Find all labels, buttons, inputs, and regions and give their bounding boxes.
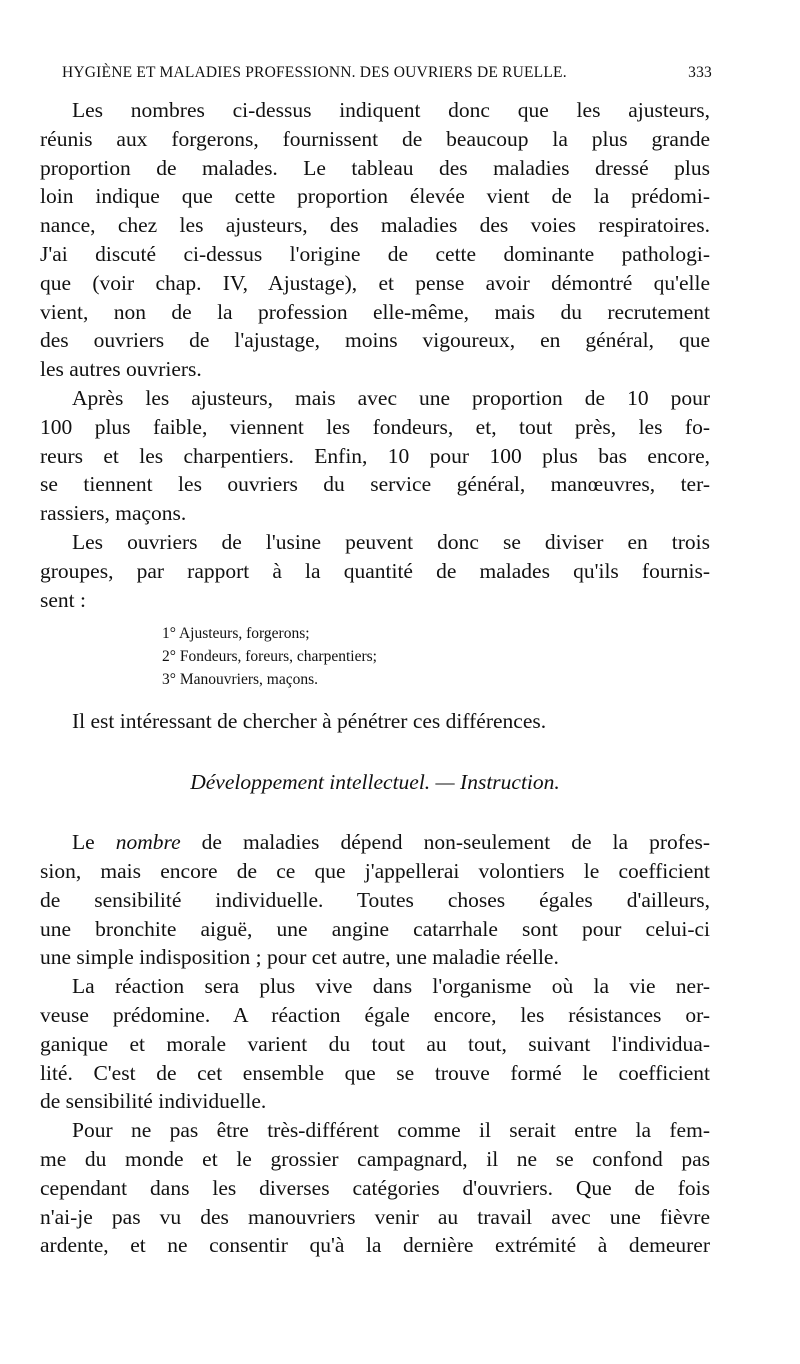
text-line: ardente, et ne consentir qu'à la dernière extrémité à demeurer <box>40 1233 710 1258</box>
text-line: loin indique que cette proportion élevée vient de la prédomi- <box>40 184 710 209</box>
text-line: ganique et morale varient du tout au tout, suivant l'individua- <box>40 1031 710 1056</box>
text-line: groupes, par rapport à la quantité de malades qu'ils fournis- <box>40 558 710 583</box>
text-line: réunis aux forgerons, fournissent de beaucoup la plus grande <box>40 126 710 151</box>
paragraph <box>40 828 710 972</box>
text-line: J'ai discuté ci-dessus l'origine de cette dominante pathologi- <box>40 241 710 266</box>
text-line: n'ai-je pas vu des manouvriers venir au travail avec une fièvre <box>40 1204 710 1229</box>
page-body <box>40 96 710 1260</box>
paragraph <box>40 972 710 1116</box>
text-line: sent : <box>40 587 86 612</box>
running-header <box>50 64 710 88</box>
emphasized-word: nombre <box>115 830 181 855</box>
worker-groups-list <box>40 622 710 691</box>
text-line: sion, mais encore de ce que j'appellerai volontiers le coefficient <box>40 858 710 883</box>
text-line: Pour ne pas être très-différent comme il serait entre la fem- <box>72 1118 710 1143</box>
text-line: Les ouvriers de l'usine peuvent donc se diviser en trois <box>72 529 710 554</box>
text-line: se tiennent les ouvriers du service général, manœuvres, ter- <box>40 472 710 497</box>
paragraph <box>40 528 710 614</box>
running-title: HYGIÈNE ET MALADIES PROFESSIONN. DES OUVRIERS DE RUELLE. <box>62 64 567 81</box>
text-line: cependant dans les diverses catégories d'ouvriers. Que de fois <box>40 1175 710 1200</box>
list-item: 1° Ajusteurs, forgerons; <box>162 625 310 643</box>
text-line: que (voir chap. IV, Ajustage), et pense avoir démontré qu'elle <box>40 270 710 295</box>
list-item: 3° Manouvriers, maçons. <box>162 671 318 689</box>
text-line: me du monde et le grossier campagnard, il ne se confond pas <box>40 1146 710 1171</box>
text-line: les autres ouvriers. <box>40 357 202 382</box>
text-line: reurs et les charpentiers. Enfin, 10 pour 100 plus bas encore, <box>40 443 710 468</box>
text-line: Il est intéressant de chercher à pénétrer ces différences. <box>72 709 547 734</box>
text-line: de sensibilité individuelle. <box>40 1089 267 1114</box>
text-line: proportion de malades. Le tableau des maladies dressé plus <box>40 155 710 180</box>
text-fragment: Le <box>72 830 95 855</box>
text-fragment: de maladies dépend non-seulement de la profes- <box>201 830 710 855</box>
text-line: La réaction sera plus vive dans l'organisme où la vie ner- <box>72 974 710 999</box>
text-line: des ouvriers de l'ajustage, moins vigoureux, en général, que <box>40 328 710 353</box>
paragraph <box>40 384 710 528</box>
text-line: Après les ajusteurs, mais avec une proportion de 10 pour <box>72 385 710 410</box>
text-line: Les nombres ci-dessus indiquent donc que les ajusteurs, <box>72 98 710 122</box>
text-line: vient, non de la profession elle-même, mais du recrutement <box>40 299 710 324</box>
paragraph <box>40 96 710 384</box>
text-line: 100 plus faible, viennent les fondeurs, et, tout près, les fo- <box>40 414 710 439</box>
list-item: 2° Fondeurs, foreurs, charpentiers; <box>162 648 377 666</box>
text-line <box>40 828 710 857</box>
paragraph <box>40 1116 710 1260</box>
section-heading: Développement intellectuel. — Instruction. <box>190 770 560 795</box>
text-line: veuse prédomine. A réaction égale encore, les résistances or- <box>40 1002 710 1027</box>
page-number: 333 <box>688 64 712 81</box>
text-line: une bronchite aiguë, une angine catarrhale sont pour celui-ci <box>40 916 710 941</box>
text-line: de sensibilité individuelle. Toutes choses égales d'ailleurs, <box>40 887 710 912</box>
text-line: nance, chez les ajusteurs, des maladies des voies respiratoires. <box>40 213 710 238</box>
text-line: lité. C'est de cet ensemble que se trouve formé le coefficient <box>40 1060 710 1085</box>
text-line: rassiers, maçons. <box>40 501 187 526</box>
text-line: une simple indisposition ; pour cet autre, une maladie réelle. <box>40 945 559 970</box>
